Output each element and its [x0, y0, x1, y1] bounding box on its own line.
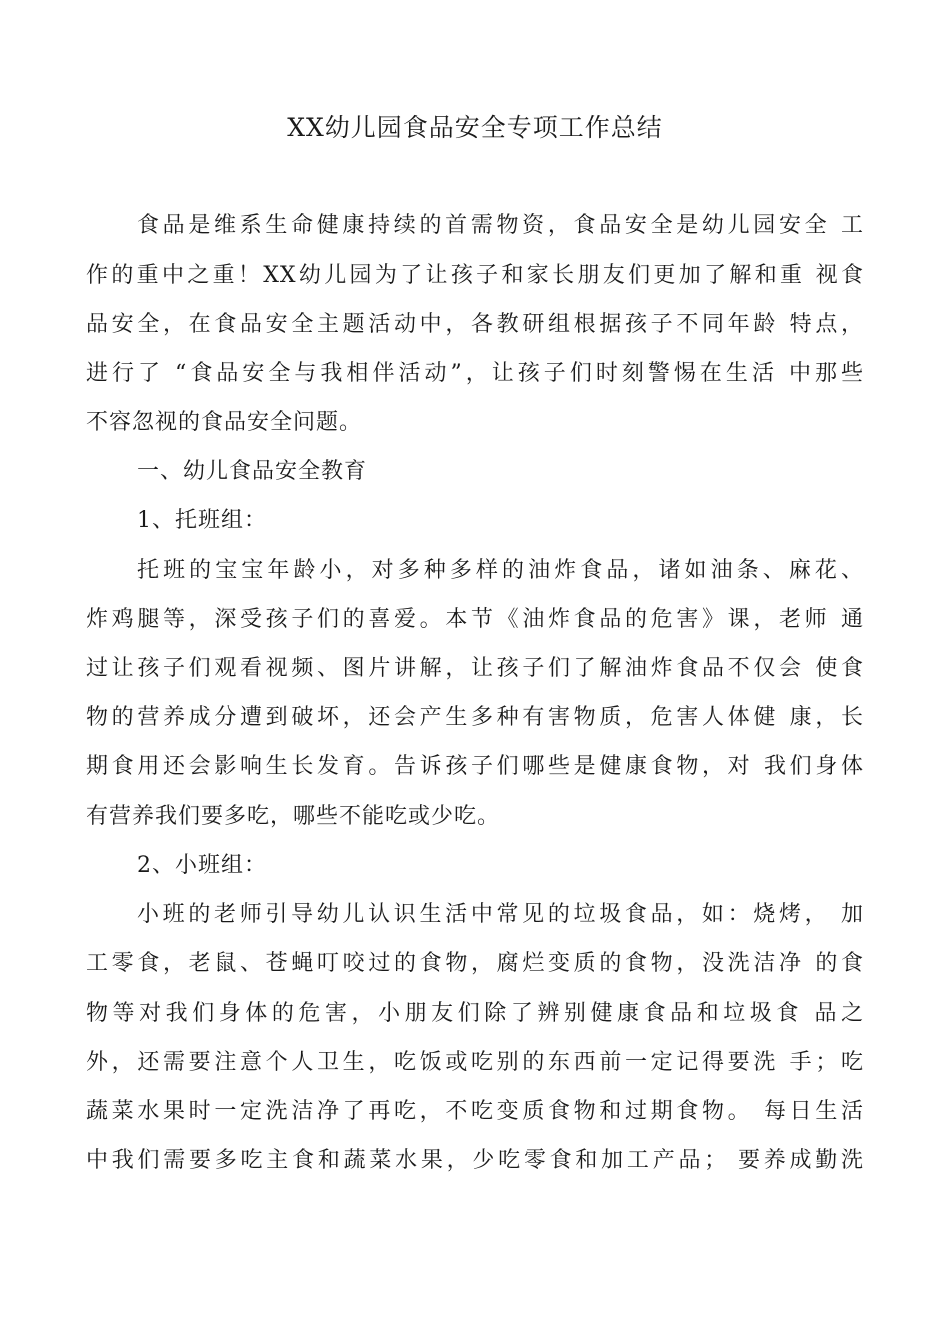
sub-1-line-4: 物的营养成分遭到破坏，还会产生多种有害物质，危害人体健 康，长 [86, 705, 864, 730]
sub-2-line-1: 小班的老师引导幼儿认识生活中常见的垃圾食品，如：烧烤， 加 [137, 902, 864, 927]
intro-line-2: 作的重中之重！XX幼儿园为了让孩子和家长朋友们更加了解和重 视食 [86, 263, 864, 288]
sub-1-line-5: 期食用还会影响生长发育。告诉孩子们哪些是健康食物，对 我们身体 [86, 754, 864, 779]
intro-line-5: 不容忽视的食品安全问题。 [86, 410, 363, 435]
intro-line-1: 食品是维系生命健康持续的首需物资，食品安全是幼儿园安全 工 [137, 213, 864, 238]
document-title: XX幼儿园食品安全专项工作总结 [287, 113, 663, 142]
intro-line-3: 品安全，在食品安全主题活动中，各教研组根据孩子不同年龄 特点， [86, 312, 864, 337]
intro-line-4: 进行了 “食品安全与我相伴活动”，让孩子们时刻警惕在生活 中那些 [86, 361, 864, 386]
sub-2-line-4: 外，还需要注意个人卫生，吃饭或吃别的东西前一定记得要洗 手；吃 [86, 1050, 864, 1075]
sub-1-heading: 1、托班组： [137, 508, 267, 533]
sub-2-line-5: 蔬菜水果时一定洗洁净了再吃，不吃变质食物和过期食物。 每日生活 [86, 1099, 864, 1124]
sub-2-line-2: 工零食，老鼠、苍蝇叮咬过的食物，腐烂变质的食物，没洗洁净 的食 [86, 951, 864, 976]
sub-2-heading: 2、小班组： [137, 853, 267, 878]
sub-1-line-6: 有营养我们要多吃，哪些不能吃或少吃。 [86, 804, 501, 829]
sub-1-line-3: 过让孩子们观看视频、图片讲解，让孩子们了解油炸食品不仅会 使食 [86, 656, 864, 681]
sub-2-line-6: 中我们需要多吃主食和蔬菜水果，少吃零食和加工产品； 要养成勤洗 [86, 1148, 864, 1173]
sub-1-line-2: 炸鸡腿等，深受孩子们的喜爱。本节《油炸食品的危害》课，老师 通 [86, 607, 864, 632]
sub-1-line-1: 托班的宝宝年龄小，对多种多样的油炸食品，诸如油条、麻花、 [137, 558, 864, 583]
section-1-heading: 一、幼儿食品安全教育 [137, 459, 368, 484]
sub-2-line-3: 物等对我们身体的危害，小朋友们除了辨别健康食品和垃圾食 品之 [86, 1001, 864, 1026]
